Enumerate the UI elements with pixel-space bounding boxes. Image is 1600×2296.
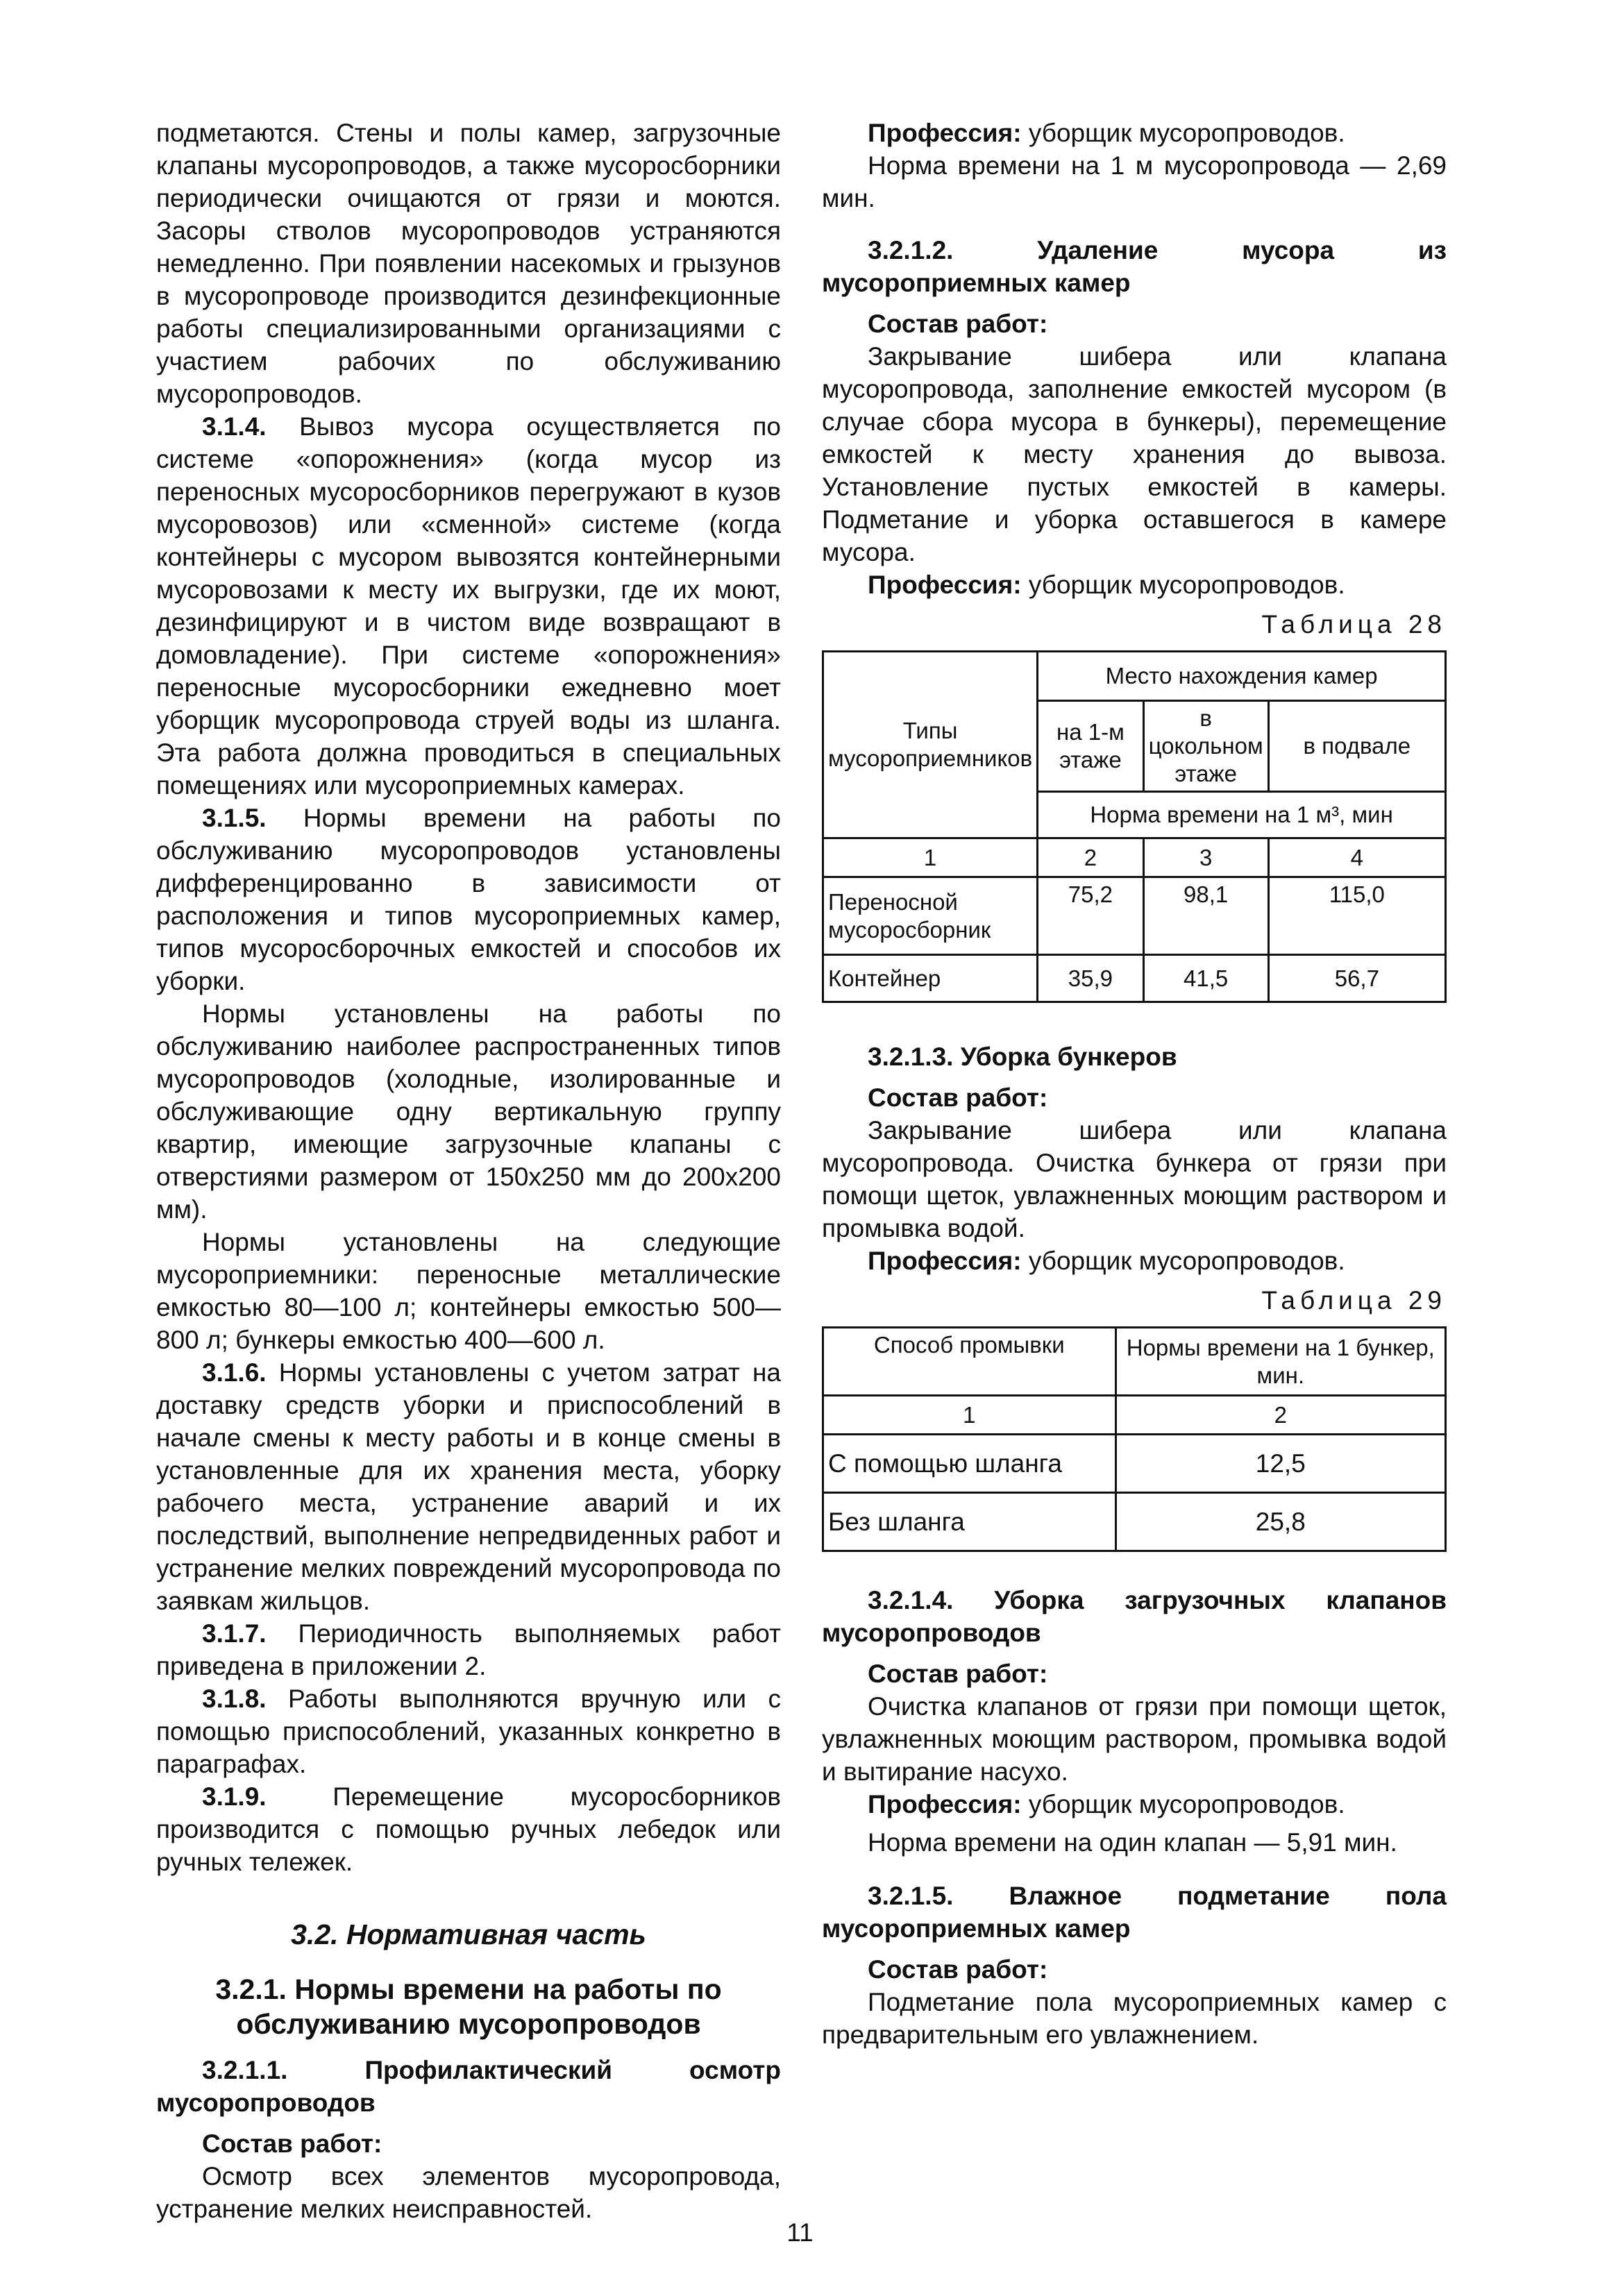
table-cell-value: 115,0: [1268, 877, 1445, 955]
table-cell-value: 56,7: [1268, 955, 1445, 1002]
table-29: [822, 1326, 1447, 1552]
heading-3-2-1-4: 3.2.1.4. Уборка загрузочных клапанов мусоропроводов: [822, 1586, 1447, 1647]
profession-line: [822, 1788, 1447, 1821]
heading-3-2-1-2: 3.2.1.2. Удаление мусора из мусороприемных камер: [822, 236, 1447, 297]
heading-3-2-1-5: 3.2.1.5. Влажное подметание пола мусороприемных камер: [822, 1882, 1447, 1943]
table-header-basement: в подвале: [1268, 701, 1445, 792]
work-composition-text: Очистка клапанов от грязи при помощи щеток, увлажненных моющим раствором, промывка водой и вытирание насухо.: [822, 1692, 1447, 1786]
work-composition-label: Состав работ:: [202, 2129, 382, 2158]
profession-line: [822, 568, 1447, 601]
paragraph-cleaning: подметаются. Стены и полы камер, загрузочные клапаны мусоропроводов, а также мусоросборники периодически очищаются от грязи и моются. Засоры стволов мусоропроводов устраняются немедленно. При появлении насекомых и грызунов в мусоропроводе производится дезинфекционные работы специализированными организациями с участием рабочих по обслуживанию мусоропроводов.: [156, 119, 781, 408]
paragraph-3-1-4: [156, 410, 781, 802]
profession-value: уборщик мусоропроводов.: [1028, 571, 1345, 599]
table-col-number: 4: [1268, 838, 1445, 877]
work-composition-label: Состав работ:: [868, 1955, 1048, 1984]
table-header-floor1: на 1-м этаже: [1038, 701, 1143, 792]
norm-3-2-1-1: Норма времени на 1 м мусоропровода — 2,69 мин.: [822, 151, 1447, 212]
clause-text: Перемещение мусоросборников производится с помощью ручных лебедок или ручных тележек.: [156, 1782, 782, 1876]
paragraph-norms-receivers: Нормы установлены на следующие мусороприемники: переносные металлические емкостью 80—100 л; контейнеры емкостью 500—800 л; бункеры емкостью 400—600 л.: [156, 1228, 781, 1354]
profession-line: [822, 117, 1447, 149]
right-column: [822, 117, 1447, 2051]
work-composition-text: Закрывание шибера или клапана мусоропровода. Очистка бункера от грязи при помощи щеток, увлажненных моющим раствором и промывка водой.: [822, 1116, 1447, 1242]
table-28-caption: Таблица 28: [1261, 610, 1447, 639]
paragraph-3-1-9: [156, 1780, 781, 1878]
table-header-place: Место нахождения камер: [1038, 652, 1446, 701]
paragraph-3-1-7: [156, 1617, 781, 1682]
table-header-norm: Норма времени на 1 м³, мин: [1038, 792, 1446, 838]
work-composition-label: Состав работ:: [868, 1083, 1048, 1112]
clause-text: Работы выполняются вручную или с помощью приспособлений, указанных конкретно в параграфах.: [156, 1685, 781, 1778]
table-cell-type: Контейнер: [823, 955, 1038, 1002]
table-col-number: 2: [1115, 1396, 1445, 1435]
paragraph-norms-types: Нормы установлены на работы по обслуживанию наиболее распространенных типов мусоропроводов (холодные, изолированные и обслуживающие одну вертикальную группу квартир, имеющие загрузочные клапаны с отверстиями размером от 150x250 мм до 200x200 мм).: [156, 999, 781, 1224]
clause-number: 3.1.9.: [202, 1782, 267, 1811]
table-cell-value: 98,1: [1143, 877, 1268, 955]
table-29-caption: Таблица 29: [1261, 1286, 1447, 1315]
clause-text: Нормы времени на работы по обслуживанию мусоропроводов установлены дифференцированно в зависимости от расположения и типов мусороприемных камер, типов мусоросборочных емкостей и способов их уборки.: [156, 804, 781, 995]
table-cell-method: С помощью шланга: [823, 1435, 1116, 1493]
clause-number: 3.1.6.: [202, 1358, 267, 1387]
table-row: [823, 955, 1446, 1002]
work-composition-text: Закрывание шибера или клапана мусоропровода, заполнение емкостей мусором (в случае сбора мусора в бункеры), перемещение емкостей к месту хранения до вывоза. Установление пустых емкостей в камеры. Подметание и уборка оставшегося в камере мусора.: [822, 342, 1447, 566]
section-heading-3-2: 3.2. Нормативная часть: [291, 1918, 646, 1950]
profession-line: [822, 1244, 1447, 1277]
page-number: 11: [786, 2218, 814, 2247]
clause-number: 3.1.7.: [202, 1619, 267, 1648]
norm-3-2-1-4: Норма времени на один клапан — 5,91 мин.: [868, 1828, 1397, 1857]
table-cell-value: 35,9: [1038, 955, 1143, 1002]
clause-text: Периодичность выполняемых работ приведена в приложении 2.: [156, 1619, 781, 1680]
table-28: [822, 650, 1447, 1003]
left-column: [156, 117, 781, 2225]
paragraph-3-1-6: [156, 1356, 781, 1617]
clause-text: Нормы установлены с учетом затрат на доставку средств уборки и приспособлений в начале смены к месту работы и в конце смены в установленные для их хранения места, уборку рабочего места, устранение аварий и их последствий, выполнение непредвиденных работ и устранение мелких повреждений мусоропровода по заявкам жильцов.: [156, 1358, 781, 1615]
table-col-number: 3: [1143, 838, 1268, 877]
heading-3-2-1-1: 3.2.1.1. Профилактический осмотр мусоропроводов: [156, 2056, 781, 2117]
table-row: [823, 1435, 1446, 1493]
work-composition-label: Состав работ:: [868, 310, 1048, 338]
table-header-norm: Нормы времени на 1 бункер, мин.: [1115, 1328, 1445, 1396]
heading-3-2-1-3: 3.2.1.3. Уборка бункеров: [868, 1043, 1177, 1071]
table-cell-method: Без шланга: [823, 1493, 1116, 1551]
table-cell-value: 41,5: [1143, 955, 1268, 1002]
clause-number: 3.1.5.: [202, 804, 267, 832]
profession-label: Профессия:: [868, 1247, 1022, 1275]
table-row: [823, 877, 1446, 955]
clause-number: 3.1.4.: [202, 412, 267, 441]
profession-value: уборщик мусоропроводов.: [1028, 1790, 1345, 1818]
heading-3-2-1: 3.2.1. Нормы времени на работы по обслуживанию мусоропроводов: [215, 1973, 722, 2040]
work-composition-text: Осмотр всех элементов мусоропровода, устранение мелких неисправностей.: [156, 2162, 781, 2223]
table-header-method: Способ промывки: [823, 1328, 1116, 1396]
profession-value: уборщик мусоропроводов.: [1028, 1247, 1345, 1275]
table-col-number: 1: [823, 838, 1038, 877]
work-composition-text: Подметание пола мусороприемных камер с предварительным его увлажнением.: [822, 1988, 1447, 2049]
table-header-types: Типы мусороприемников: [823, 652, 1038, 838]
table-col-number: 2: [1038, 838, 1143, 877]
paragraph-3-1-5: [156, 802, 781, 997]
table-header-plinth: в цокольном этаже: [1143, 701, 1268, 792]
table-cell-value: 12,5: [1115, 1435, 1445, 1493]
profession-label: Профессия:: [868, 571, 1022, 599]
profession-label: Профессия:: [868, 119, 1022, 147]
work-composition-label: Состав работ:: [868, 1660, 1048, 1688]
table-col-number: 1: [823, 1396, 1116, 1435]
table-row: [823, 1493, 1446, 1551]
table-cell-value: 75,2: [1038, 877, 1143, 955]
table-cell-value: 25,8: [1115, 1493, 1445, 1551]
profession-value: уборщик мусоропроводов.: [1028, 119, 1345, 147]
clause-text: Вывоз мусора осуществляется по системе «опорожнения» (когда мусор из переносных мусоросборников перегружают в кузов мусоровозов) или «сменной» системе (когда контейнеры с мусором вывозятся контейнерными мусоровозами к месту их выгрузки, где их моют, дезинфицируют и в чистом виде возвращают в домовладение). При системе «опорожнения» переносные мусоросборники ежедневно моет уборщик мусоропровода струей воды из шланга. Эта работа должна проводиться в специальных помещениях или мусороприемных камерах.: [156, 412, 782, 800]
clause-number: 3.1.8.: [202, 1685, 267, 1713]
table-cell-type: Переносной мусоросборник: [823, 877, 1038, 955]
paragraph-3-1-8: [156, 1682, 781, 1780]
profession-label: Профессия:: [868, 1790, 1022, 1818]
